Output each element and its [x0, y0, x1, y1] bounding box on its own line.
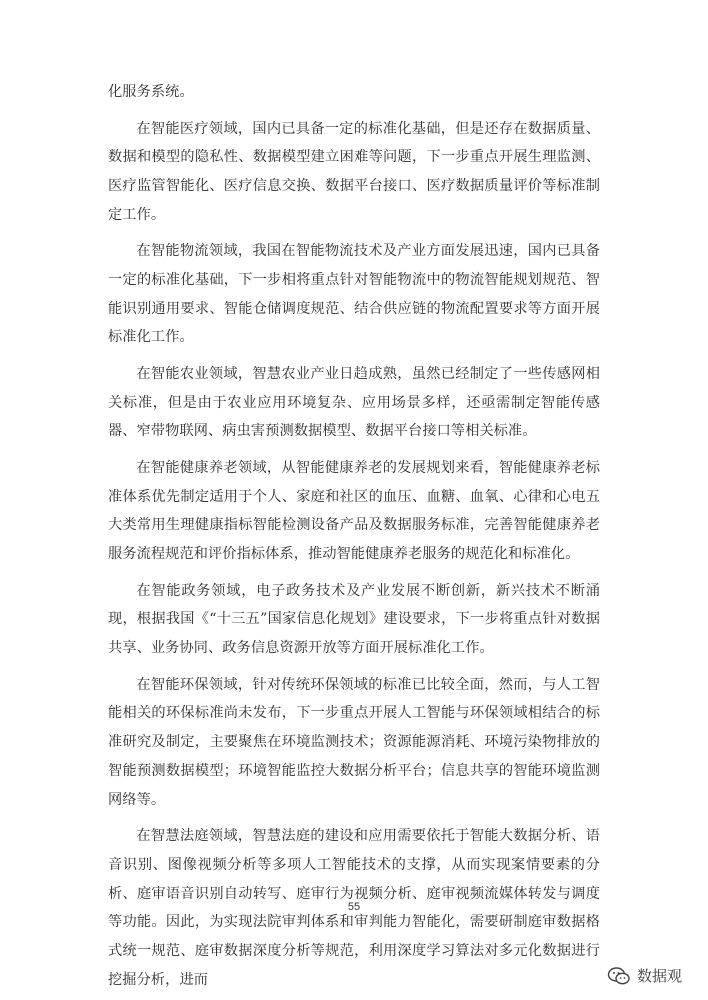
paragraph: 在智能农业领域，智慧农业产业日趋成熟，虽然已经制定了一些传感网相关标准，但是由于农业应用环境复杂、应用场景多样，还亟需制定智能传感器、窄带物联网、病虫害预测数据模型、数据平台接口等相关标准。: [108, 366, 600, 440]
document-body: [108, 78, 600, 994]
paragraph: 在智能物流领域，我国在智能物流技术及产业方面发展迅速，国内已具备一定的标准化基础，下一步相将重点针对智能物流中的物流智能规划规范、智能识别通用要求、智能仓储调度规范、结合供应链的物流配置要求等方面开展标准化工作。: [108, 243, 600, 346]
wechat-icon: [607, 966, 631, 986]
watermark: [607, 965, 682, 986]
paragraph: 在智能政务领域，电子政务技术及产业发展不断创新，新兴技术不断涌现，根据我国《“十三五”国家信息化规划》建设要求，下一步将重点针对数据共享、业务协同、政务信息资源开放等方面开展标准化工作。: [108, 582, 600, 657]
paragraph: 在智慧法庭领域，智慧法庭的建设和应用需要依托于智能大数据分析、语音识别、图像视频分析等多项人工智能技术的支撑，从而实现案情要素的分析、庭审语音识别自动转写、庭审行为视频分析、庭审视频流媒体转发与调度等功能。因此，为实现法院审判体系和审判能力智能化，需要研制庭审数据格式统一规范、庭审数据深度分析等规范，利用深度学习算法对多元化数据进行挖掘分析，进而: [108, 828, 600, 988]
paragraph: 在智能环保领域，针对传统环保领域的标准已比较全面，然而，与人工智能相关的环保标准尚未发布，下一步重点开展人工智能与环保领域相结合的标准研究及制定，主要聚焦在环境监测技术；资源能源消耗、环境污染物排放的智能预测数据模型；环境智能监控大数据分析平台；信息共享的智能环境监测网络等。: [108, 676, 600, 808]
paragraph: 在智能医疗领域，国内已具备一定的标准化基础，但是还存在数据质量、数据和模型的隐私性、数据模型建立困难等问题，下一步重点开展生理监测、医疗监管智能化、医疗信息交换、数据平台接口、医疗数据质量评价等标准制定工作。: [108, 120, 600, 223]
paragraph: 化服务系统。: [108, 84, 194, 100]
paragraph: 在智能健康养老领域，从智能健康养老的发展规划来看，智能健康养老标准体系优先制定适用于个人、家庭和社区的血压、血糖、血氧、心律和心电五大类常用生理健康指标智能检测设备产品及数据服务标准，完善智能健康养老服务流程规范和评价指标体系，推动智能健康养老服务的规范化和标准化。: [108, 460, 600, 563]
watermark-text: 数据观: [636, 967, 682, 985]
page-number: 55: [347, 901, 361, 913]
